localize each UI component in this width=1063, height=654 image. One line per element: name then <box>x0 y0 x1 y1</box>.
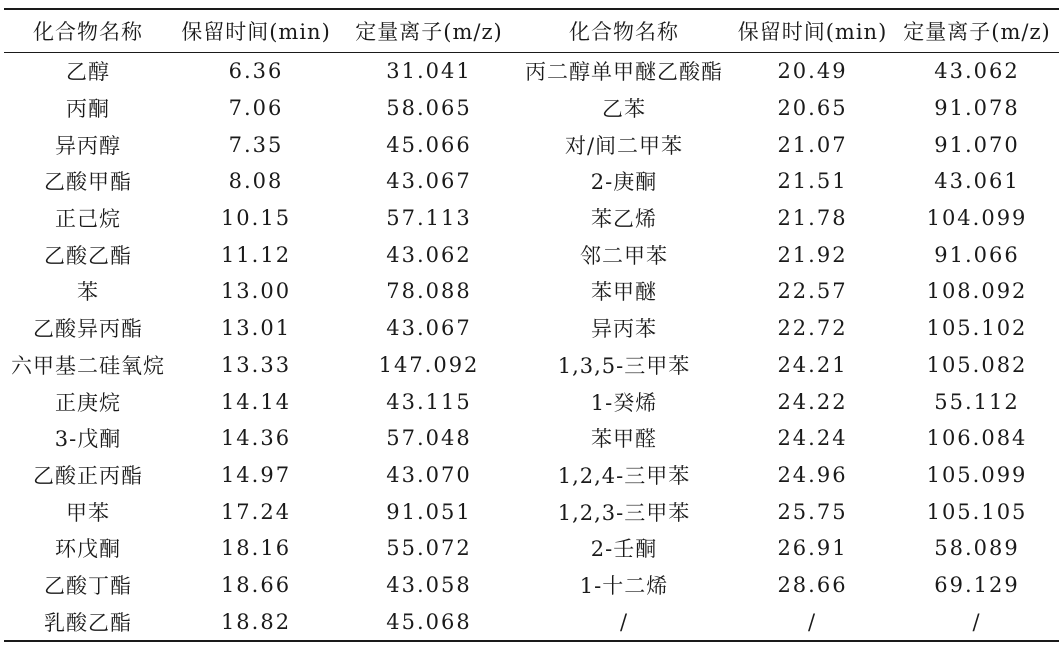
cell-quant-ion-right: 58.089 <box>934 536 1020 561</box>
cell-retention-time-right: 24.22 <box>777 389 848 414</box>
cell-compound-name-left: 乙酸乙酯 <box>44 243 132 268</box>
cell-retention-time-right: 20.49 <box>777 59 848 84</box>
compound-table-container <box>4 8 1059 642</box>
cell-quant-ion-right: 43.062 <box>934 59 1020 84</box>
cell-retention-time-right: 25.75 <box>777 499 848 524</box>
cell-quant-ion-left: 43.058 <box>386 572 472 597</box>
cell-retention-time-right: 21.07 <box>777 132 848 157</box>
cell-quant-ion-right: 104.099 <box>926 206 1028 231</box>
cell-compound-name-left: 甲苯 <box>66 500 110 525</box>
cell-retention-time-right: 20.65 <box>777 96 848 121</box>
cell-compound-name-right: 1,3,5-三甲苯 <box>557 353 691 378</box>
cell-quant-ion-left: 78.088 <box>386 279 472 304</box>
cell-quant-ion-left: 43.067 <box>386 316 472 341</box>
compound-table <box>4 8 1059 642</box>
cell-compound-name-left: 六甲基二硅氧烷 <box>11 353 165 378</box>
cell-retention-time-left: 13.01 <box>220 316 292 341</box>
cell-retention-time-left: 18.16 <box>220 536 292 561</box>
cell-retention-time-left: 8.08 <box>228 169 284 194</box>
cell-retention-time-left: 10.15 <box>220 206 292 231</box>
cell-quant-ion-left: 31.041 <box>386 59 472 84</box>
cell-retention-time-left: 18.82 <box>220 609 292 634</box>
cell-compound-name-right: 苯乙烯 <box>591 207 657 232</box>
header-quant-ion-left: 定量离子(m/z) <box>355 20 503 44</box>
cell-compound-name-left: 正己烷 <box>55 207 121 232</box>
cell-quant-ion-left: 43.062 <box>386 242 472 267</box>
cell-compound-name-right: 2-壬酮 <box>590 537 658 562</box>
cell-retention-time-right: 24.96 <box>777 462 848 487</box>
cell-quant-ion-right: 106.084 <box>926 426 1028 451</box>
cell-compound-name-left: 环戊酮 <box>55 537 121 562</box>
header-row <box>4 9 1059 53</box>
header-retention-time-left: 保留时间(min) <box>181 20 331 44</box>
cell-retention-time-right: 21.51 <box>777 169 848 194</box>
table-header <box>4 9 1059 53</box>
cell-retention-time-right: 22.72 <box>777 316 848 341</box>
cell-quant-ion-left: 45.066 <box>386 132 472 157</box>
cell-compound-name-right: 苯甲醛 <box>591 427 657 452</box>
cell-retention-time-right: 26.91 <box>777 536 848 561</box>
table-row <box>4 567 1059 604</box>
table-row <box>4 53 1059 90</box>
cell-quant-ion-right: 108.092 <box>926 279 1028 304</box>
cell-compound-name-right: 乙苯 <box>602 97 646 122</box>
cell-compound-name-left: 丙酮 <box>66 97 110 122</box>
cell-compound-name-right: 1,2,3-三甲苯 <box>557 500 691 525</box>
cell-retention-time-right: 21.78 <box>777 206 848 231</box>
cell-retention-time-left: 18.66 <box>220 572 292 597</box>
cell-retention-time-left: 6.36 <box>228 59 284 84</box>
cell-retention-time-right: 24.21 <box>777 352 848 377</box>
cell-quant-ion-right: 91.066 <box>934 242 1020 267</box>
table-row <box>4 163 1059 200</box>
cell-retention-time-left: 14.97 <box>220 462 292 487</box>
header-quant-ion-right: 定量离子(m/z) <box>903 20 1051 44</box>
cell-quant-ion-left: 43.070 <box>386 462 472 487</box>
cell-quant-ion-right: 105.082 <box>926 352 1028 377</box>
cell-quant-ion-right: / <box>972 609 982 634</box>
cell-compound-name-right: 1-癸烯 <box>590 390 658 415</box>
cell-quant-ion-right: 91.070 <box>934 132 1020 157</box>
cell-compound-name-right: 丙二醇单甲醚乙酸酯 <box>525 60 723 85</box>
cell-compound-name-right: / <box>619 609 629 634</box>
table-row <box>4 347 1059 384</box>
cell-quant-ion-right: 55.112 <box>934 389 1020 414</box>
cell-compound-name-right: 异丙苯 <box>591 317 657 342</box>
cell-quant-ion-right: 105.105 <box>926 499 1028 524</box>
table-row <box>4 530 1059 567</box>
header-compound-name-left: 化合物名称 <box>33 20 143 44</box>
cell-compound-name-left: 正庚烷 <box>55 390 121 415</box>
cell-compound-name-right: 对/间二甲苯 <box>564 133 684 158</box>
cell-quant-ion-left: 45.068 <box>386 609 472 634</box>
cell-compound-name-left: 乙酸丁酯 <box>44 573 132 598</box>
cell-retention-time-left: 17.24 <box>220 499 292 524</box>
cell-compound-name-right: 2-庚酮 <box>590 170 658 195</box>
header-compound-name-right: 化合物名称 <box>569 20 679 44</box>
cell-quant-ion-left: 57.113 <box>386 206 472 231</box>
cell-quant-ion-right: 69.129 <box>934 572 1020 597</box>
cell-quant-ion-left: 57.048 <box>386 426 472 451</box>
table-row <box>4 457 1059 494</box>
table-row <box>4 603 1059 641</box>
table-row <box>4 273 1059 310</box>
cell-compound-name-left: 异丙醇 <box>55 133 121 158</box>
cell-retention-time-left: 13.33 <box>220 352 292 377</box>
table-row <box>4 383 1059 420</box>
cell-retention-time-right: / <box>807 609 818 634</box>
cell-retention-time-right: 24.24 <box>777 426 848 451</box>
cell-retention-time-left: 11.12 <box>220 242 292 267</box>
cell-retention-time-right: 21.92 <box>777 242 848 267</box>
cell-quant-ion-left: 91.051 <box>386 499 472 524</box>
cell-compound-name-right: 1-十二烯 <box>579 573 669 598</box>
cell-compound-name-left: 乙酸正丙酯 <box>33 463 143 488</box>
header-retention-time-right: 保留时间(min) <box>737 20 888 44</box>
cell-quant-ion-right: 43.061 <box>934 169 1020 194</box>
table-row <box>4 236 1059 273</box>
cell-quant-ion-right: 91.078 <box>934 96 1020 121</box>
cell-retention-time-left: 14.36 <box>220 426 292 451</box>
cell-quant-ion-right: 105.102 <box>926 316 1028 341</box>
cell-compound-name-right: 苯甲醚 <box>591 280 657 305</box>
table-row <box>4 310 1059 347</box>
cell-compound-name-left: 乙醇 <box>66 60 110 85</box>
cell-compound-name-left: 乙酸甲酯 <box>44 170 132 195</box>
cell-retention-time-left: 7.35 <box>228 132 284 157</box>
cell-compound-name-left: 3-戊酮 <box>54 427 122 452</box>
cell-quant-ion-left: 43.067 <box>386 169 472 194</box>
cell-retention-time-left: 14.14 <box>220 389 292 414</box>
table-body <box>4 53 1059 642</box>
cell-compound-name-right: 邻二甲苯 <box>580 243 668 268</box>
cell-quant-ion-left: 58.065 <box>386 96 472 121</box>
cell-quant-ion-left: 147.092 <box>378 352 480 377</box>
cell-compound-name-left: 乙酸异丙酯 <box>33 317 143 342</box>
cell-compound-name-right: 1,2,4-三甲苯 <box>557 463 691 488</box>
cell-compound-name-left: 乳酸乙酯 <box>44 610 132 635</box>
table-row <box>4 493 1059 530</box>
table-row <box>4 200 1059 237</box>
cell-retention-time-left: 13.00 <box>220 279 292 304</box>
cell-quant-ion-left: 43.115 <box>386 389 472 414</box>
cell-retention-time-right: 22.57 <box>777 279 848 304</box>
cell-compound-name-left: 苯 <box>77 280 99 305</box>
table-row <box>4 420 1059 457</box>
cell-quant-ion-left: 55.072 <box>386 536 472 561</box>
cell-retention-time-left: 7.06 <box>228 96 284 121</box>
cell-retention-time-right: 28.66 <box>777 572 848 597</box>
table-row <box>4 126 1059 163</box>
table-row <box>4 90 1059 127</box>
cell-quant-ion-right: 105.099 <box>926 462 1028 487</box>
